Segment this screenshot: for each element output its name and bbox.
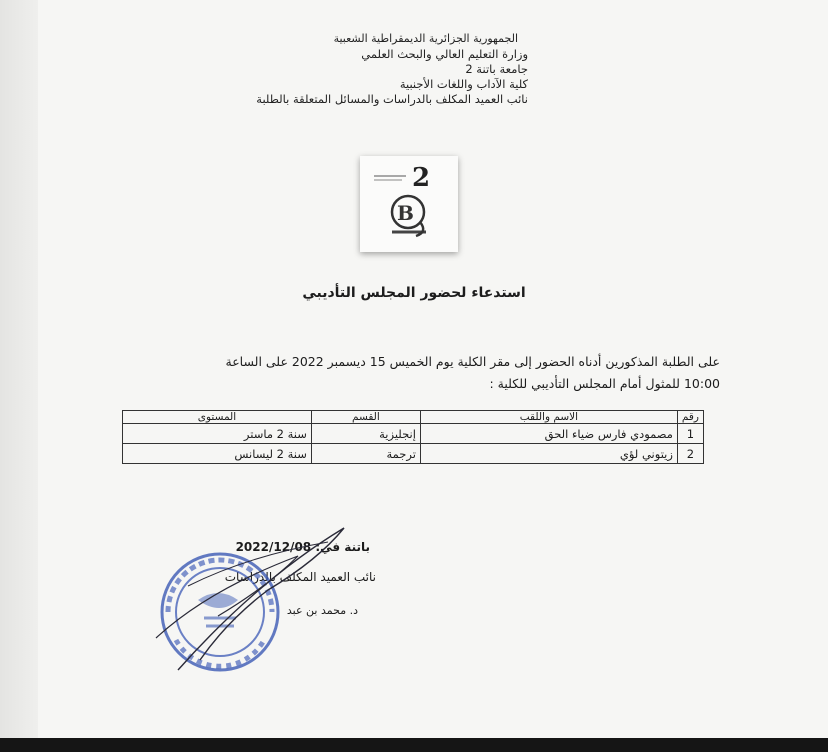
- student-name: زيتوني لؤي: [420, 444, 677, 464]
- signature-role: نائب العميد المكلف بالدراسات: [224, 570, 376, 584]
- header-faculty: كلية الآداب واللغات الأجنبية: [399, 77, 528, 91]
- summons-text-line1: على الطلبة المذكورين أدناه الحضور إلى مقر الكلية يوم الخميس 15 ديسمبر 2022 على الساعة: [225, 354, 720, 369]
- university-logo: [360, 156, 458, 252]
- students-table: [122, 410, 704, 464]
- bottom-edge: [0, 738, 828, 752]
- signature-date: باتنة في: 2022/12/08: [235, 540, 370, 554]
- header-ministry: وزارة التعليم العالي والبحث العلمي: [361, 47, 528, 61]
- header-university: جامعة باتنة 2: [465, 62, 528, 76]
- col-level: المستوى: [123, 411, 312, 424]
- row-number: 1: [677, 424, 703, 444]
- student-level: سنة 2 ليسانس: [123, 444, 312, 464]
- row-number: 2: [677, 444, 703, 464]
- col-department: القسم: [311, 411, 420, 424]
- svg-text:B: B: [397, 201, 414, 225]
- document-title: استدعاء لحضور المجلس التأديبي: [302, 285, 526, 301]
- header-vice-dean: نائب العميد المكلف بالدراسات والمسائل المتعلقة بالطلبة: [256, 92, 528, 106]
- table-header-row: [123, 411, 704, 424]
- col-name: الاسم واللقب: [420, 411, 677, 424]
- official-stamp: [148, 520, 364, 690]
- student-level: سنة 2 ماستر: [123, 424, 312, 444]
- summons-text-line2: 10:00 للمثول أمام المجلس التأديبي للكلية :: [489, 376, 720, 391]
- logo-numeral: 2: [412, 163, 431, 193]
- table-row: [123, 424, 704, 444]
- col-number: رقم: [677, 411, 703, 424]
- signature-name: د. محمد بن عبد: [286, 604, 358, 617]
- student-department: إنجليزية: [311, 424, 420, 444]
- header-republic: الجمهورية الجزائرية الديمقراطية الشعبية: [333, 32, 518, 45]
- student-department: ترجمة: [311, 444, 420, 464]
- table-row: [123, 444, 704, 464]
- student-name: مصمودي فارس ضياء الحق: [420, 424, 677, 444]
- scan-border: [0, 0, 38, 752]
